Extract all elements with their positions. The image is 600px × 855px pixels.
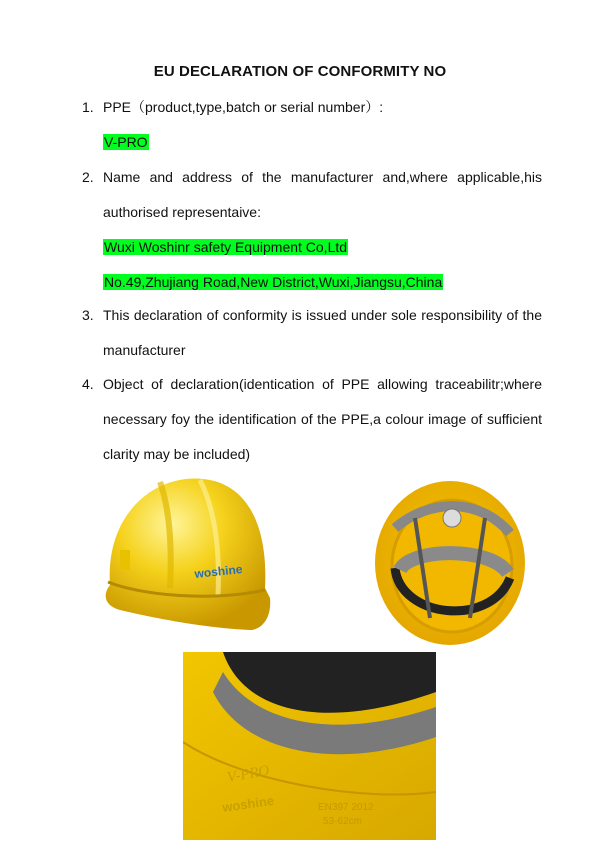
item-text: This declaration of conformity is issued under sole responsibility of the manufacturer — [103, 307, 542, 358]
item-number: 1. — [82, 99, 94, 115]
helmet-side-photo — [100, 470, 280, 640]
manufacturer-address-highlight: No.49,Zhujiang Road,New District,Wuxi,Jiangsu,China — [104, 274, 443, 290]
size-marking-text: 53-62cm — [323, 816, 362, 827]
model-marking-text: V-PRO — [225, 762, 271, 786]
helmet-brand-text: woshine — [193, 562, 244, 581]
item-number: 2. — [82, 169, 94, 185]
declaration-item-1 — [82, 90, 542, 160]
item-number: 3. — [82, 307, 94, 323]
ppe-name-highlight: V-PRO — [104, 134, 148, 150]
item-text: Name and address of the manufacturer and,where applicable,his authorised representaive: — [103, 169, 542, 220]
declaration-item-2 — [82, 160, 542, 300]
document-title: EU DECLARATION OF CONFORMITY NO — [153, 63, 447, 80]
declaration-item-4 — [82, 367, 542, 472]
declaration-item-3 — [82, 298, 542, 368]
helmet-interior-photo — [370, 478, 530, 648]
helmet-markings-photo — [183, 652, 436, 840]
brand-marking-text: woshine — [221, 792, 275, 815]
manufacturer-name-highlight: Wuxi Woshinr safety Equipment Co,Ltd — [104, 239, 348, 255]
item-text: PPE（product,type,batch or serial number）: — [103, 99, 384, 115]
item-number: 4. — [82, 376, 94, 392]
standard-marking-text: EN397 2012 — [318, 802, 374, 813]
item-text: Object of declaration(identication of PPE allowing traceabilitr;where necessary foy the identification of the PPE,a colour image of sufficient clarity may be included) — [103, 376, 542, 462]
